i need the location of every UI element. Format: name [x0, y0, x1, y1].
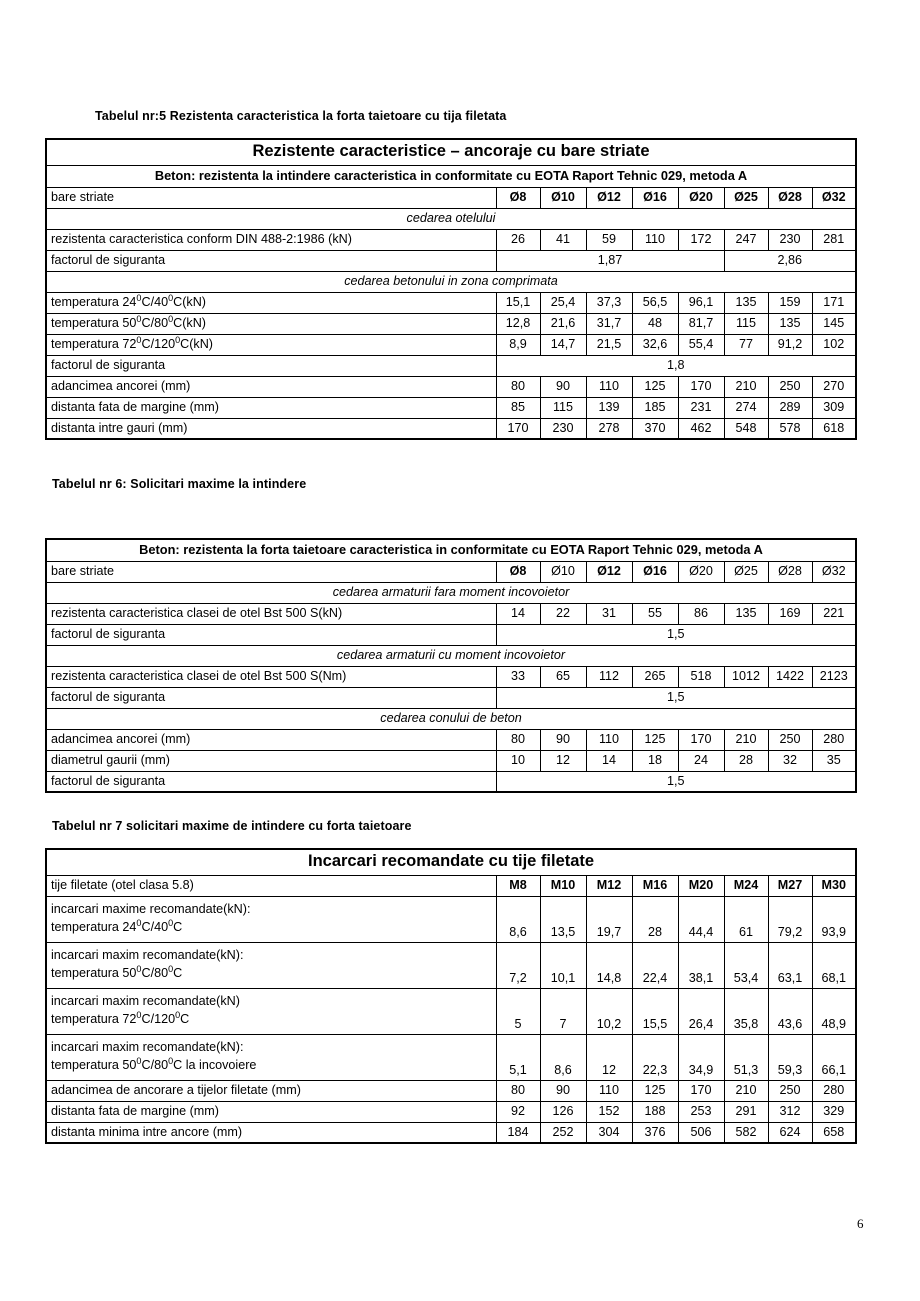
table6-col-header-2: Ø12 [586, 561, 632, 582]
table5-gauri-3: 370 [632, 418, 678, 439]
table5-t50-6: 135 [768, 313, 812, 334]
table5-subheader-row [46, 165, 856, 187]
table5-din-3: 110 [632, 229, 678, 250]
table5-t24-0: 15,1 [496, 292, 540, 313]
table5-din-6: 230 [768, 229, 812, 250]
table7-t24-5: 61 [724, 896, 768, 942]
table7-t50b-6: 59,3 [768, 1034, 812, 1080]
table7-margine-0: 92 [496, 1101, 540, 1122]
table5-gauri-1: 230 [540, 418, 586, 439]
table7-t24-0: 8,6 [496, 896, 540, 942]
table7-t50-7: 68,1 [812, 942, 856, 988]
caption-table-7: Tabelul nr 7 solicitari maxime de intindere cu forta taietoare [52, 819, 412, 833]
table-row [46, 771, 856, 792]
table7-adancime-3: 125 [632, 1080, 678, 1101]
table7-adancime-0: 80 [496, 1080, 540, 1101]
table7-margine-5: 291 [724, 1101, 768, 1122]
table6-adancime-1: 90 [540, 729, 586, 750]
table5-t72-1: 14,7 [540, 334, 586, 355]
table6-diametru-5: 28 [724, 750, 768, 771]
table6-diametru-0: 10 [496, 750, 540, 771]
table6-siguranta-3-value: 1,5 [496, 771, 856, 792]
table7-margine-2: 152 [586, 1101, 632, 1122]
table5-col-header-3: Ø16 [632, 187, 678, 208]
table6-row-label: bare striate [46, 561, 496, 582]
table5-din-7: 281 [812, 229, 856, 250]
table6-section-row [46, 582, 856, 603]
table6-subheader: Beton: rezistenta la forta taietoare caracteristica in conformitate cu EOTA Raport Tehnic 029, metoda A [46, 539, 856, 561]
table5-din-5: 247 [724, 229, 768, 250]
table7-adancime-7: 280 [812, 1080, 856, 1101]
table5-label-din: rezistenta caracteristica conform DIN 488-2:1986 (kN) [46, 229, 496, 250]
table5-t72-2: 21,5 [586, 334, 632, 355]
table5-title: Rezistente caracteristice – ancoraje cu bare striate [46, 139, 856, 165]
table7-ancore-6: 624 [768, 1122, 812, 1143]
table7-t50b-3: 22,3 [632, 1034, 678, 1080]
table5-adancime-7: 270 [812, 376, 856, 397]
table-row [46, 418, 856, 439]
table5-adancime-1: 90 [540, 376, 586, 397]
table7-margine-1: 126 [540, 1101, 586, 1122]
table5-t72-5: 77 [724, 334, 768, 355]
table7-t72-2: 10,2 [586, 988, 632, 1034]
table5-column-header-row [46, 187, 856, 208]
table5-t24-5: 135 [724, 292, 768, 313]
table5-gauri-4: 462 [678, 418, 724, 439]
table5-gauri-2: 278 [586, 418, 632, 439]
table5-col-header-2: Ø12 [586, 187, 632, 208]
table6-column-header-row [46, 561, 856, 582]
table5-t24-6: 159 [768, 292, 812, 313]
table6-label-adancime: adancimea ancorei (mm) [46, 729, 496, 750]
table-row [46, 334, 856, 355]
table6-bstkn-1: 22 [540, 603, 586, 624]
table6-col-header-1: Ø10 [540, 561, 586, 582]
caption-table-6: Tabelul nr 6: Solicitari maxime la intindere [52, 477, 307, 491]
table7-t72-7: 48,9 [812, 988, 856, 1034]
table5-section-row [46, 271, 856, 292]
table5-adancime-6: 250 [768, 376, 812, 397]
table7-ancore-4: 506 [678, 1122, 724, 1143]
table7-ancore-3: 376 [632, 1122, 678, 1143]
table-row [46, 896, 856, 942]
table6-col-header-3: Ø16 [632, 561, 678, 582]
table-solicitari-maxime-intindere [45, 538, 857, 793]
table6-section-con-beton: cedarea conului de beton [46, 708, 856, 729]
table5-t50-5: 115 [724, 313, 768, 334]
table5-col-header-1: Ø10 [540, 187, 586, 208]
table6-adancime-3: 125 [632, 729, 678, 750]
table7-label-margine: distanta fata de margine (mm) [46, 1101, 496, 1122]
table5-siguranta-1-right: 2,86 [724, 250, 856, 271]
table6-section-cu-moment: cedarea armaturii cu moment incovoietor [46, 645, 856, 666]
table5-gauri-7: 618 [812, 418, 856, 439]
table7-adancime-2: 110 [586, 1080, 632, 1101]
table6-adancime-5: 210 [724, 729, 768, 750]
table5-title-row [46, 139, 856, 165]
table7-t72-1: 7 [540, 988, 586, 1034]
table5-t24-3: 56,5 [632, 292, 678, 313]
table-row [46, 624, 856, 645]
table7-t72-0: 5 [496, 988, 540, 1034]
table-row [46, 1080, 856, 1101]
table6-section-row [46, 645, 856, 666]
table5-t72-7: 102 [812, 334, 856, 355]
table7-t24-6: 79,2 [768, 896, 812, 942]
table6-col-header-0: Ø8 [496, 561, 540, 582]
table5-col-header-4: Ø20 [678, 187, 724, 208]
table6-bstkn-4: 86 [678, 603, 724, 624]
table5-siguranta-2-value: 1,8 [496, 355, 856, 376]
table6-adancime-4: 170 [678, 729, 724, 750]
table5-margine-4: 231 [678, 397, 724, 418]
table-row [46, 313, 856, 334]
table5-margine-6: 289 [768, 397, 812, 418]
table5-t72-3: 32,6 [632, 334, 678, 355]
table6-label-siguranta-2: factorul de siguranta [46, 687, 496, 708]
table7-title-row [46, 849, 856, 875]
table7-col-header-7: M30 [812, 875, 856, 896]
table7-t24-3: 28 [632, 896, 678, 942]
table6-bstkn-0: 14 [496, 603, 540, 624]
table7-col-header-1: M10 [540, 875, 586, 896]
table6-siguranta-2-value: 1,5 [496, 687, 856, 708]
table7-ancore-1: 252 [540, 1122, 586, 1143]
table6-siguranta-1-value: 1,5 [496, 624, 856, 645]
table7-t50b-5: 51,3 [724, 1034, 768, 1080]
table7-column-header-row [46, 875, 856, 896]
table-row [46, 250, 856, 271]
table5-margine-5: 274 [724, 397, 768, 418]
table5-gauri-5: 548 [724, 418, 768, 439]
table6-label-siguranta-1: factorul de siguranta [46, 624, 496, 645]
table7-label-adancime: adancimea de ancorare a tijelor filetate (mm) [46, 1080, 496, 1101]
table5-t50-0: 12,8 [496, 313, 540, 334]
table5-margine-3: 185 [632, 397, 678, 418]
table-row [46, 1034, 856, 1080]
table6-diametru-2: 14 [586, 750, 632, 771]
table7-t50-5: 53,4 [724, 942, 768, 988]
table6-adancime-2: 110 [586, 729, 632, 750]
table7-ancore-0: 184 [496, 1122, 540, 1143]
table6-bstkn-7: 221 [812, 603, 856, 624]
table5-t50-4: 81,7 [678, 313, 724, 334]
table5-row-label: bare striate [46, 187, 496, 208]
table6-bstnm-1: 65 [540, 666, 586, 687]
table5-margine-7: 309 [812, 397, 856, 418]
table6-bstkn-2: 31 [586, 603, 632, 624]
table5-gauri-6: 578 [768, 418, 812, 439]
table6-col-header-6: Ø28 [768, 561, 812, 582]
table7-t72-5: 35,8 [724, 988, 768, 1034]
table5-label-temp-72: temperatura $72^0C/120^0C(kN)$ [46, 334, 496, 355]
table7-adancime-1: 90 [540, 1080, 586, 1101]
table6-col-header-7: Ø32 [812, 561, 856, 582]
table-row [46, 729, 856, 750]
table7-t50-3: 22,4 [632, 942, 678, 988]
table-row [46, 942, 856, 988]
table5-t24-4: 96,1 [678, 292, 724, 313]
table6-label-bst-nm: rezistenta caracteristica clasei de otel Bst 500 S(Nm) [46, 666, 496, 687]
table5-label-temp-50: temperatura $50^0C/80^0C(kN)$ [46, 313, 496, 334]
table7-ancore-2: 304 [586, 1122, 632, 1143]
table7-label-temp-50: incarcari maxim recomandate(kN): temperatura $50^0C/80^0C$ [46, 942, 496, 988]
table7-t50-6: 63,1 [768, 942, 812, 988]
table-row [46, 666, 856, 687]
table5-margine-1: 115 [540, 397, 586, 418]
table-row [46, 376, 856, 397]
table5-adancime-3: 125 [632, 376, 678, 397]
table5-label-margine: distanta fata de margine (mm) [46, 397, 496, 418]
table5-margine-2: 139 [586, 397, 632, 418]
table7-adancime-4: 170 [678, 1080, 724, 1101]
table7-col-header-2: M12 [586, 875, 632, 896]
table7-label-temp-72: incarcari maxim recomandate(kN) temperatura $72^0C/120^0C$ [46, 988, 496, 1034]
table5-t72-0: 8,9 [496, 334, 540, 355]
table5-t72-6: 91,2 [768, 334, 812, 355]
table7-t50b-1: 8,6 [540, 1034, 586, 1080]
table7-t50b-0: 5,1 [496, 1034, 540, 1080]
table6-bstkn-5: 135 [724, 603, 768, 624]
table-incarcari-recomandate [45, 848, 857, 1144]
table-row [46, 988, 856, 1034]
table6-adancime-6: 250 [768, 729, 812, 750]
caption-table-5: Tabelul nr:5 Rezistenta caracteristica la forta taietoare cu tija filetata [95, 109, 507, 123]
table5-subheader: Beton: rezistenta la intindere caracteristica in conformitate cu EOTA Raport Tehnic 029, metoda A [46, 165, 856, 187]
table-row [46, 1101, 856, 1122]
table-row [46, 229, 856, 250]
table6-diametru-1: 12 [540, 750, 586, 771]
table6-diametru-4: 24 [678, 750, 724, 771]
table-row [46, 397, 856, 418]
table7-t72-3: 15,5 [632, 988, 678, 1034]
table7-col-header-3: M16 [632, 875, 678, 896]
table5-t50-2: 31,7 [586, 313, 632, 334]
table6-diametru-3: 18 [632, 750, 678, 771]
table7-t50b-4: 34,9 [678, 1034, 724, 1080]
table5-margine-0: 85 [496, 397, 540, 418]
table-row [46, 687, 856, 708]
table6-bstnm-2: 112 [586, 666, 632, 687]
table5-siguranta-1-left: 1,87 [496, 250, 724, 271]
table6-section-fara-moment: cedarea armaturii fara moment incovoietor [46, 582, 856, 603]
table7-ancore-5: 582 [724, 1122, 768, 1143]
table6-bstnm-6: 1422 [768, 666, 812, 687]
table7-ancore-7: 658 [812, 1122, 856, 1143]
table-row [46, 603, 856, 624]
table7-label-temp-24: incarcari maxime recomandate(kN): temperatura $24^0C/40^0C$ [46, 896, 496, 942]
table5-t24-7: 171 [812, 292, 856, 313]
table7-t72-6: 43,6 [768, 988, 812, 1034]
table5-din-0: 26 [496, 229, 540, 250]
table7-adancime-5: 210 [724, 1080, 768, 1101]
table6-subheader-row [46, 539, 856, 561]
table5-col-header-0: Ø8 [496, 187, 540, 208]
table7-t50-4: 38,1 [678, 942, 724, 988]
table6-col-header-4: Ø20 [678, 561, 724, 582]
table6-bstnm-7: 2123 [812, 666, 856, 687]
table5-col-header-6: Ø28 [768, 187, 812, 208]
table7-label-temp-50-incovoiere: incarcari maxim recomandate(kN): temperatura $50^0C/80^0C$ la incovoiere [46, 1034, 496, 1080]
table7-t50-2: 14,8 [586, 942, 632, 988]
table6-label-bst-kn: rezistenta caracteristica clasei de otel Bst 500 S(kN) [46, 603, 496, 624]
table7-t72-4: 26,4 [678, 988, 724, 1034]
table5-din-2: 59 [586, 229, 632, 250]
table7-margine-4: 253 [678, 1101, 724, 1122]
table-rezistente-caracteristice [45, 138, 857, 440]
table6-bstnm-3: 265 [632, 666, 678, 687]
table5-section-cedarea-betonului: cedarea betonului in zona comprimata [46, 271, 856, 292]
table6-diametru-6: 32 [768, 750, 812, 771]
table5-col-header-7: Ø32 [812, 187, 856, 208]
table5-col-header-5: Ø25 [724, 187, 768, 208]
table6-adancime-7: 280 [812, 729, 856, 750]
table-row [46, 292, 856, 313]
table-row [46, 1122, 856, 1143]
table5-din-4: 172 [678, 229, 724, 250]
table5-t50-1: 21,6 [540, 313, 586, 334]
table7-t50b-7: 66,1 [812, 1034, 856, 1080]
table5-t72-4: 55,4 [678, 334, 724, 355]
table6-adancime-0: 80 [496, 729, 540, 750]
table7-margine-7: 329 [812, 1101, 856, 1122]
table5-adancime-0: 80 [496, 376, 540, 397]
table7-title: Incarcari recomandate cu tije filetate [46, 849, 856, 875]
page-number: 6 [857, 1216, 864, 1231]
table5-t24-1: 25,4 [540, 292, 586, 313]
table6-col-header-5: Ø25 [724, 561, 768, 582]
table5-din-1: 41 [540, 229, 586, 250]
table5-label-gauri: distanta intre gauri (mm) [46, 418, 496, 439]
table5-t50-3: 48 [632, 313, 678, 334]
table7-col-header-4: M20 [678, 875, 724, 896]
table7-col-header-6: M27 [768, 875, 812, 896]
table5-section-cedarea-otelului: cedarea otelului [46, 208, 856, 229]
table-row [46, 750, 856, 771]
table7-t50-1: 10,1 [540, 942, 586, 988]
table7-margine-3: 188 [632, 1101, 678, 1122]
table6-section-row [46, 708, 856, 729]
table7-row-label: tije filetate (otel clasa 5.8) [46, 875, 496, 896]
table6-label-siguranta-3: factorul de siguranta [46, 771, 496, 792]
table6-label-diametru: diametrul gaurii (mm) [46, 750, 496, 771]
table7-t24-1: 13,5 [540, 896, 586, 942]
table5-section-row [46, 208, 856, 229]
table5-adancime-5: 210 [724, 376, 768, 397]
table7-t50b-2: 12 [586, 1034, 632, 1080]
table5-label-siguranta-2: factorul de siguranta [46, 355, 496, 376]
table6-diametru-7: 35 [812, 750, 856, 771]
table5-label-temp-24: temperatura $24^0C/40^0C(kN)$ [46, 292, 496, 313]
table5-t24-2: 37,3 [586, 292, 632, 313]
table7-col-header-0: M8 [496, 875, 540, 896]
table7-adancime-6: 250 [768, 1080, 812, 1101]
table7-t24-7: 93,9 [812, 896, 856, 942]
table7-label-ancore: distanta minima intre ancore (mm) [46, 1122, 496, 1143]
table5-t50-7: 145 [812, 313, 856, 334]
table7-margine-6: 312 [768, 1101, 812, 1122]
table5-label-adancime: adancimea ancorei (mm) [46, 376, 496, 397]
table7-t24-4: 44,4 [678, 896, 724, 942]
table7-col-header-5: M24 [724, 875, 768, 896]
table5-gauri-0: 170 [496, 418, 540, 439]
table6-bstnm-0: 33 [496, 666, 540, 687]
table7-t24-2: 19,7 [586, 896, 632, 942]
table6-bstkn-6: 169 [768, 603, 812, 624]
table7-t50-0: 7,2 [496, 942, 540, 988]
table6-bstnm-4: 518 [678, 666, 724, 687]
table5-label-siguranta-1: factorul de siguranta [46, 250, 496, 271]
table6-bstkn-3: 55 [632, 603, 678, 624]
table5-adancime-4: 170 [678, 376, 724, 397]
table-row [46, 355, 856, 376]
table5-adancime-2: 110 [586, 376, 632, 397]
table6-bstnm-5: 1012 [724, 666, 768, 687]
